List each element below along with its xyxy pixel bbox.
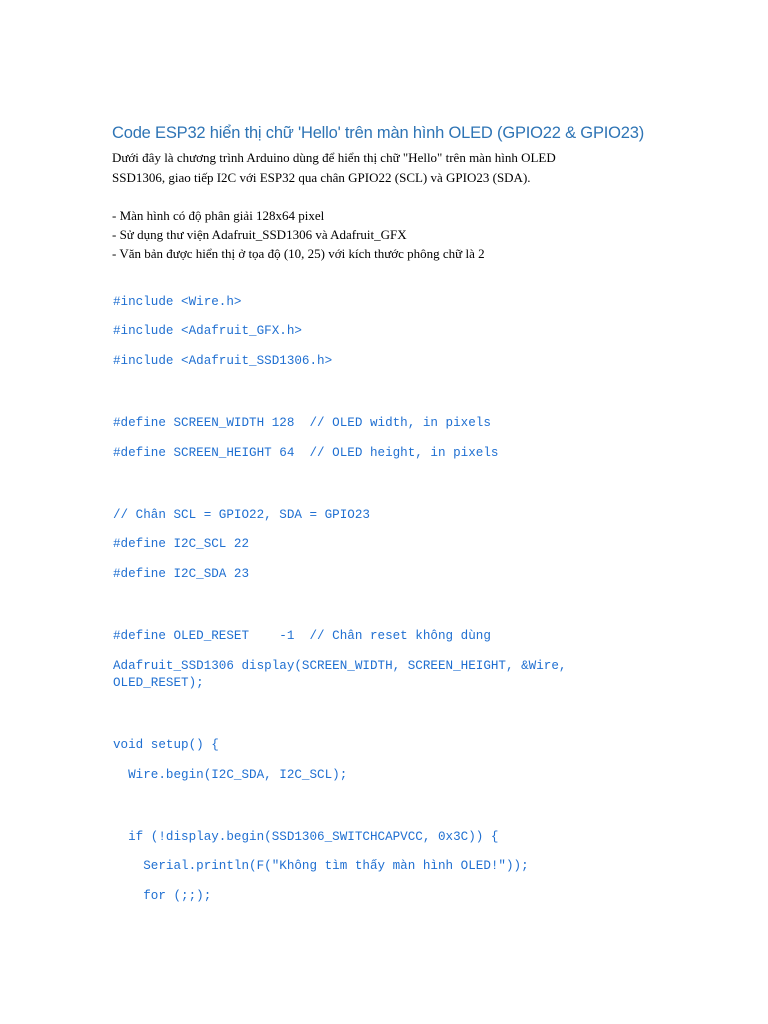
code-line: #include <Wire.h> — [113, 295, 242, 309]
code-line: Serial.println(F("Không tìm thấy màn hình OLED!")); — [113, 859, 529, 873]
code-line: #define I2C_SDA 23 — [113, 567, 250, 581]
document-title: Code ESP32 hiển thị chữ 'Hello' trên màn hình OLED (GPIO22 & GPIO23) — [112, 124, 645, 142]
code-line: OLED_RESET); — [113, 676, 204, 690]
code-line: #include <Adafruit_GFX.h> — [113, 324, 302, 338]
intro-line-2: SSD1306, giao tiếp I2C với ESP32 qua chân GPIO22 (SCL) và GPIO23 (SDA). — [112, 170, 531, 185]
code-line: #define SCREEN_WIDTH 128 // OLED width, in pixels — [113, 416, 491, 430]
bullet-text-position: - Văn bản được hiển thị ở tọa độ (10, 25) với kích thước phông chữ là 2 — [112, 246, 485, 261]
code-line: #define I2C_SCL 22 — [113, 537, 250, 551]
bullet-resolution: - Màn hình có độ phân giải 128x64 pixel — [112, 208, 325, 223]
code-line: void setup() { — [113, 738, 219, 752]
code-line: #include <Adafruit_SSD1306.h> — [113, 354, 333, 368]
code-line: Adafruit_SSD1306 display(SCREEN_WIDTH, SCREEN_HEIGHT, &Wire, — [113, 659, 567, 673]
code-line: #define SCREEN_HEIGHT 64 // OLED height, in pixels — [113, 446, 499, 460]
bullet-libraries: - Sử dụng thư viện Adafruit_SSD1306 và Adafruit_GFX — [112, 227, 407, 242]
code-line: #define OLED_RESET -1 // Chân reset không dùng — [113, 629, 491, 643]
code-line: for (;;); — [113, 889, 212, 903]
intro-line-1: Dưới đây là chương trình Arduino dùng để hiển thị chữ "Hello" trên màn hình OLED — [112, 150, 556, 165]
code-line: Wire.begin(I2C_SDA, I2C_SCL); — [113, 768, 348, 782]
code-line: if (!display.begin(SSD1306_SWITCHCAPVCC, 0x3C)) { — [113, 830, 499, 844]
code-comment-line: // Chân SCL = GPIO22, SDA = GPIO23 — [113, 508, 370, 522]
